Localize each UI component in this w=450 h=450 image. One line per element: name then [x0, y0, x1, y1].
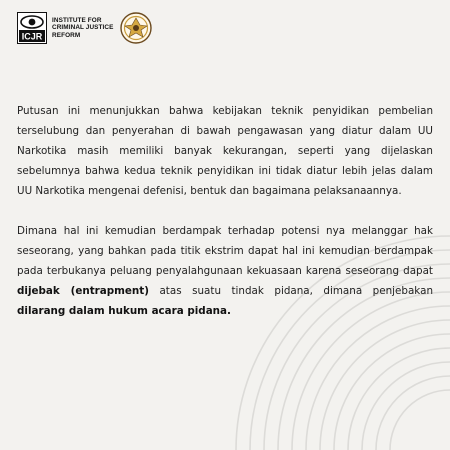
- article-body: [17, 101, 433, 341]
- emphasis-entrapment: dijebak (entrapment): [17, 285, 149, 297]
- organization-name: [52, 17, 114, 39]
- paragraph-2: [17, 221, 433, 321]
- org-name-line1: INSTITUTE FOR: [52, 17, 102, 25]
- header: [17, 11, 152, 45]
- org-name-line2: CRIMINAL JUSTICE: [52, 24, 114, 32]
- icjr-logo-icon: [17, 12, 47, 44]
- emphasis-prohibited: dilarang dalam hukum acara pidana.: [17, 305, 231, 317]
- paragraph-1: Putusan ini menunjukkan bahwa kebijakan teknik penyidikan pembelian terselubung dan penyerahan di bawah pengawasan yang diatur dalam UU Narkotika masih memiliki banyak kekurangan, seperti yang dijelaskan sebelumnya bahwa kedua teknik penyidikan ini tidak diatur lebih jelas dalam UU Narkotika mengenai defenisi, bentuk dan bagaimana pelaksanaannya.: [17, 105, 433, 197]
- org-name-line3: REFORM: [52, 31, 81, 39]
- paragraph-2-text-b: atas suatu tindak pidana, dimana penjebakan: [148, 285, 433, 297]
- paragraph-2-text-a: Dimana hal ini kemudian berdampak terhadap potensi nya melanggar hak seseorang, yang bahkan pada titik ekstrim dapat hal ini kemudian berdampak pada terbukanya peluang penyalahgunaan kekuasaan karena seseorang dapat: [17, 225, 433, 277]
- icjr-logo-text: ICJR: [21, 31, 43, 42]
- partner-seal-icon: [120, 12, 152, 44]
